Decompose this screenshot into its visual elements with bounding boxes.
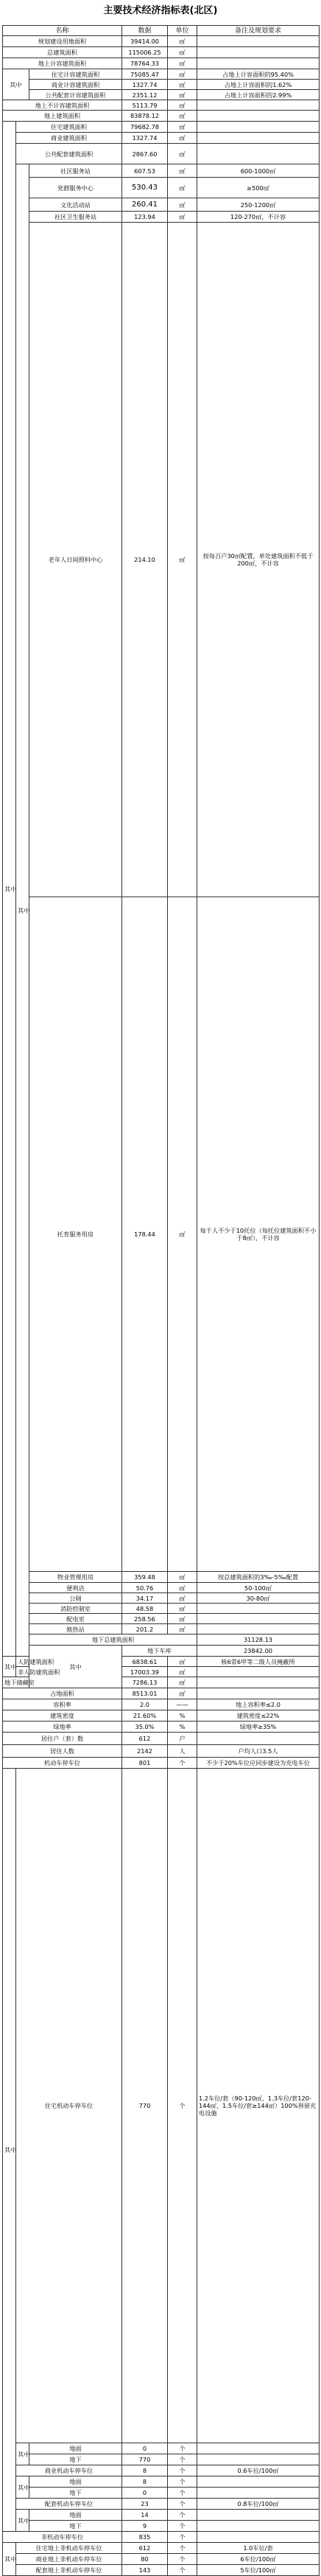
row-unit: ㎡: [168, 223, 197, 897]
header-remark: 备注及规划要求: [197, 26, 320, 36]
row-name: 消防控制室: [29, 1604, 122, 1614]
row-unit: 个: [168, 2488, 197, 2499]
row-remark: 绿地率≥35%: [197, 1722, 320, 1733]
row-remark: 地上容积率≤2.0: [197, 1699, 320, 1710]
row-unit: ㎡: [168, 1614, 197, 1624]
row-unit: ㎡: [168, 1677, 197, 1688]
row-name: 换热站: [29, 1624, 122, 1635]
table-row: [3, 1646, 320, 1657]
row-name: 商业计容建筑面积: [29, 80, 122, 90]
row-remark: [197, 111, 320, 122]
row-value: 260.41: [122, 198, 168, 212]
header-data: 数据: [122, 26, 168, 36]
row-value: 83878.12: [122, 111, 168, 122]
row-unit: 个: [168, 2543, 197, 2554]
row-name: 居住人数: [3, 1745, 122, 1758]
row-remark: 按总建筑面积的3‰-5‰配置: [197, 1572, 320, 1583]
row-remark: 250-1200㎡: [197, 198, 320, 212]
row-remark: 每千人不少于10托位（每托位建筑面积不小于8㎡），不计容: [197, 897, 320, 1572]
row-name: 居住户（套）数: [3, 1733, 122, 1745]
table-row: [3, 2499, 320, 2510]
table-row: [3, 1769, 320, 2443]
row-unit: ㎡: [168, 111, 197, 122]
table-row: [3, 2488, 320, 2499]
row-value: 23842.00: [197, 1646, 320, 1657]
row-unit: ㎡: [168, 122, 197, 133]
row-remark: [197, 133, 320, 144]
row-name: 地下总建筑面积: [29, 1635, 197, 1646]
row-name: 地下车库: [122, 1646, 197, 1657]
row-remark: [197, 122, 320, 133]
row-unit: ㎡: [168, 144, 197, 164]
row-name: 社区服务站: [29, 164, 122, 178]
row-remark: [197, 1677, 320, 1688]
row-name: 老年人日间照料中心: [29, 223, 122, 897]
row-unit: ㎡: [168, 1657, 197, 1667]
row-unit: ㎡: [168, 1624, 197, 1635]
table-row: [3, 1593, 320, 1604]
row-unit: 个: [168, 2443, 197, 2454]
row-unit: 户: [168, 1733, 197, 1745]
row-unit: ㎡: [168, 100, 197, 111]
row-name: 机动车停车位: [3, 1758, 122, 1769]
row-value: 1327.74: [122, 133, 168, 144]
table-row: [3, 212, 320, 223]
row-remark: [197, 1688, 320, 1699]
row-unit: 个: [168, 2554, 197, 2565]
table-row: [3, 1710, 320, 1722]
row-remark: [197, 1604, 320, 1614]
table-row: [3, 223, 320, 897]
row-value: 8: [122, 2465, 168, 2476]
row-value: 5113.79: [122, 100, 168, 111]
row-value: 21.60%: [122, 1710, 168, 1722]
row-remark: [197, 2521, 320, 2532]
row-name: 住宅地上非机动车停车位: [16, 2543, 122, 2554]
row-value: 0: [122, 2443, 168, 2454]
row-unit: 个: [168, 2510, 197, 2521]
row-unit: ㎡: [168, 1593, 197, 1604]
header-row: [3, 26, 320, 36]
subgroup-label: 其中: [16, 164, 29, 1657]
row-unit: ㎡: [168, 1688, 197, 1699]
row-remark: [197, 2443, 320, 2454]
row-remark: 6车位/100㎡: [197, 2554, 320, 2565]
table-row: [3, 2543, 320, 2554]
row-value: 214.10: [122, 223, 168, 897]
group-label: 其中: [3, 69, 29, 100]
row-unit: ㎡: [168, 198, 197, 212]
row-unit: ㎡: [168, 1667, 197, 1677]
row-unit: %: [168, 1710, 197, 1722]
row-name: 地面: [29, 2510, 122, 2521]
row-unit: 个: [168, 2476, 197, 2488]
row-value: 530.43: [122, 178, 168, 198]
header-unit: 单位: [168, 26, 197, 36]
row-value: 75085.47: [122, 69, 168, 80]
row-value: 7286.13: [122, 1677, 168, 1688]
table-row: [3, 2465, 320, 2476]
row-name: 公共配套建筑面积: [16, 144, 122, 164]
row-name: 地上不计容建筑面积: [3, 100, 122, 111]
table-row: [3, 80, 320, 90]
table-row: [3, 2521, 320, 2532]
row-remark: [197, 1667, 320, 1677]
row-unit: ㎡: [168, 1572, 197, 1583]
row-unit: ㎡: [168, 897, 197, 1572]
table-row: [3, 198, 320, 212]
row-name: 规划建设用地面积: [3, 36, 122, 47]
table-row: [3, 1604, 320, 1614]
row-remark: 占地上计容面积的2.99%: [197, 90, 320, 100]
row-name: 绿地率: [3, 1722, 122, 1733]
group-label: 其中: [3, 2543, 16, 2576]
row-value: 8: [122, 2476, 168, 2488]
row-value: 50.76: [122, 1583, 168, 1593]
row-unit: 个: [168, 2454, 197, 2465]
table-row: [3, 2443, 320, 2454]
table-row: [3, 69, 320, 80]
table-row: [3, 47, 320, 58]
row-remark: [197, 2476, 320, 2488]
row-value: 35.0%: [122, 1722, 168, 1733]
table-row: [3, 1745, 320, 1758]
row-name: 商业建筑面积: [16, 133, 122, 144]
row-remark: [197, 1614, 320, 1624]
row-remark: 1.0车位/套: [197, 2543, 320, 2554]
row-remark: ≥500㎡: [197, 178, 320, 198]
table-row: [3, 1699, 320, 1710]
row-name: 总建筑面积: [3, 47, 122, 58]
row-name: 容积率: [3, 1699, 122, 1710]
row-name: 商业机动车停车位: [16, 2465, 122, 2476]
table-row: [3, 2565, 320, 2576]
row-name: 配套地上非机动车停车位: [16, 2565, 122, 2576]
table-row: [3, 111, 320, 122]
row-value: 79682.78: [122, 122, 168, 133]
row-unit: 个: [168, 1758, 197, 1769]
row-remark: [197, 100, 320, 111]
row-name: 党群服务中心: [29, 178, 122, 198]
table-row: [3, 58, 320, 69]
table-row: [3, 122, 320, 133]
row-remark: [197, 2510, 320, 2521]
row-name: 配电室: [29, 1614, 122, 1624]
row-unit: %: [168, 1722, 197, 1733]
row-value: 835: [122, 2532, 168, 2543]
row-name: 物业管理用房: [29, 1572, 122, 1583]
row-remark: 0.8车位/100㎡: [197, 2499, 320, 2510]
row-value: 143: [122, 2565, 168, 2576]
row-value: 258.56: [122, 1614, 168, 1624]
row-remark: [197, 2532, 320, 2543]
row-name: 非人防建筑面积: [16, 1667, 29, 1677]
table-row: [3, 164, 320, 178]
row-remark: 按每百户30㎡配置，单处建筑面积不低于200㎡，不计容: [197, 223, 320, 897]
row-value: 2142: [122, 1745, 168, 1758]
row-remark: 30-80㎡: [197, 1593, 320, 1604]
header-name: 名称: [3, 26, 122, 36]
row-value: 39414.00: [122, 36, 168, 47]
table-row: [3, 1758, 320, 1769]
table-row: [3, 100, 320, 111]
row-name: 住宅计容建筑面积: [29, 69, 122, 80]
row-name: 地下: [29, 2454, 122, 2465]
row-unit: 个: [168, 2565, 197, 2576]
table-row: [3, 90, 320, 100]
row-name: 地下: [29, 2521, 122, 2532]
row-unit: ㎡: [168, 164, 197, 178]
row-name: 配套机动车停车位: [16, 2499, 122, 2510]
row-remark: 不少于20%车位应同步建设为充电车位: [197, 1758, 320, 1769]
table-row: [3, 2532, 320, 2543]
row-name: 地面: [29, 2476, 122, 2488]
row-value: 2351.12: [122, 90, 168, 100]
row-value: 23: [122, 2499, 168, 2510]
row-name: 便利店: [29, 1583, 122, 1593]
row-name: 地面: [29, 2443, 122, 2454]
row-name: 非机动车停车位: [3, 2532, 122, 2543]
row-remark: 120-270㎡，不计容: [197, 212, 320, 223]
row-value: 0: [122, 2488, 168, 2499]
table-row: [3, 1667, 320, 1677]
row-remark: 1.2车位/套（90-120㎡，1.3车位/套120-144㎡，1.5车位/套≥144㎡）100%预留充电设施: [197, 1769, 320, 2443]
row-name: 公厕: [29, 1593, 122, 1604]
row-name: 住宅机动车停车位: [16, 1769, 122, 2443]
table-row: [3, 2554, 320, 2565]
row-remark: 5车位/100㎡: [197, 2565, 320, 2576]
table-row: [3, 1583, 320, 1593]
table-row: [3, 133, 320, 144]
table-row: [3, 1657, 320, 1667]
row-remark: 600-1000㎡: [197, 164, 320, 178]
row-name: 地上计容建筑面积: [3, 58, 122, 69]
row-name: 地上建筑面积: [3, 111, 122, 122]
row-name: 商业地上非机动车停车位: [16, 2554, 122, 2565]
row-value: 115006.25: [122, 47, 168, 58]
table-row: [3, 178, 320, 198]
row-unit: ㎡: [168, 80, 197, 90]
table-row: [3, 1624, 320, 1635]
row-remark: [197, 2454, 320, 2465]
row-remark: 占地上计容面积的1.62%: [197, 80, 320, 90]
table-row: [3, 1635, 320, 1646]
row-value: 770: [122, 2454, 168, 2465]
row-remark: [197, 47, 320, 58]
row-value: 80: [122, 2554, 168, 2565]
row-unit: 个: [168, 2521, 197, 2532]
table-row: [3, 1614, 320, 1624]
row-unit: 人: [168, 1745, 197, 1758]
row-name: 社区卫生服务站: [29, 212, 122, 223]
row-value: 14: [122, 2510, 168, 2521]
group-label: 其中: [3, 122, 16, 1657]
row-value: 770: [122, 1769, 168, 2443]
row-remark: 户均人口3.5人: [197, 1745, 320, 1758]
table-row: [3, 897, 320, 1572]
row-remark: [197, 144, 320, 164]
table-row: [3, 144, 320, 164]
row-name: 占地面积: [3, 1688, 122, 1699]
row-value: 6838.61: [122, 1657, 168, 1667]
row-unit: ㎡: [168, 212, 197, 223]
row-value: 2867.60: [122, 144, 168, 164]
subgroup-label: 其中: [16, 2476, 29, 2499]
table-row: [3, 36, 320, 47]
row-value: 2.0: [122, 1699, 168, 1710]
row-value: 178.44: [122, 897, 168, 1572]
table-title: 主要技术经济指标表(北区): [103, 5, 218, 16]
row-value: 8513.01: [122, 1688, 168, 1699]
table-row: [3, 2476, 320, 2488]
row-value: 48.58: [122, 1604, 168, 1614]
row-name: 建筑密度: [3, 1710, 122, 1722]
row-value: 612: [122, 2543, 168, 2554]
row-value: 801: [122, 1758, 168, 1769]
row-value: 9: [122, 2521, 168, 2532]
row-unit: 个: [168, 1769, 197, 2443]
row-unit: ㎡: [168, 90, 197, 100]
row-name: 地下: [29, 2488, 122, 2499]
row-value: 359.48: [122, 1572, 168, 1583]
row-remark: 占地上计容面积的95.40%: [197, 69, 320, 80]
row-value: 123.94: [122, 212, 168, 223]
table-row: [3, 2454, 320, 2465]
row-unit: ㎡: [168, 133, 197, 144]
row-remark: [197, 58, 320, 69]
row-value: 201.2: [122, 1624, 168, 1635]
row-value: 34.17: [122, 1593, 168, 1604]
row-unit: ㎡: [168, 47, 197, 58]
table-row: [3, 1572, 320, 1583]
row-name: 托育服务用房: [29, 897, 122, 1572]
row-value: 1327.74: [122, 80, 168, 90]
table-row: [3, 2510, 320, 2521]
row-value: 612: [122, 1733, 168, 1745]
row-remark: 50-100㎡: [197, 1583, 320, 1593]
row-value: 78764.33: [122, 58, 168, 69]
row-remark: [197, 2488, 320, 2499]
row-remark: 建筑密度≤22%: [197, 1710, 320, 1722]
row-unit: ㎡: [168, 178, 197, 198]
row-name: 地下储藏室: [3, 1677, 29, 1688]
row-remark: 核6常6甲等二级人员掩蔽所: [197, 1657, 320, 1667]
subgroup-label: 其中: [16, 2443, 29, 2465]
row-remark: [197, 1733, 320, 1745]
row-unit: ㎡: [168, 36, 197, 47]
row-unit: ——: [168, 1699, 197, 1710]
indicator-table: [2, 25, 320, 2576]
row-name: 公共配套计容建筑面积: [29, 90, 122, 100]
row-unit: 个: [168, 2499, 197, 2510]
row-unit: ㎡: [168, 58, 197, 69]
group-label: 其中: [29, 1646, 122, 1688]
table-row: [3, 1733, 320, 1745]
row-value: 17003.39: [122, 1667, 168, 1677]
table-row: [3, 1722, 320, 1733]
row-remark: [197, 36, 320, 47]
row-unit: 个: [168, 2465, 197, 2476]
row-name: 文化活动站: [29, 198, 122, 212]
subgroup-label: 其中: [3, 1657, 16, 1677]
row-remark: 0.6车位/100㎡: [197, 2465, 320, 2476]
row-name: 住宅建筑面积: [16, 122, 122, 133]
row-value: 31128.13: [197, 1635, 320, 1646]
row-unit: ㎡: [168, 1583, 197, 1593]
row-unit: ㎡: [168, 69, 197, 80]
group-label: 其中: [3, 1769, 16, 2532]
row-name: 人防建筑面积: [16, 1657, 29, 1667]
row-unit: 个: [168, 2532, 197, 2543]
row-remark: [197, 1624, 320, 1635]
table-row: [3, 1688, 320, 1699]
row-value: 607.53: [122, 164, 168, 178]
row-unit: ㎡: [168, 1604, 197, 1614]
subgroup-label: 其中: [16, 2510, 29, 2532]
